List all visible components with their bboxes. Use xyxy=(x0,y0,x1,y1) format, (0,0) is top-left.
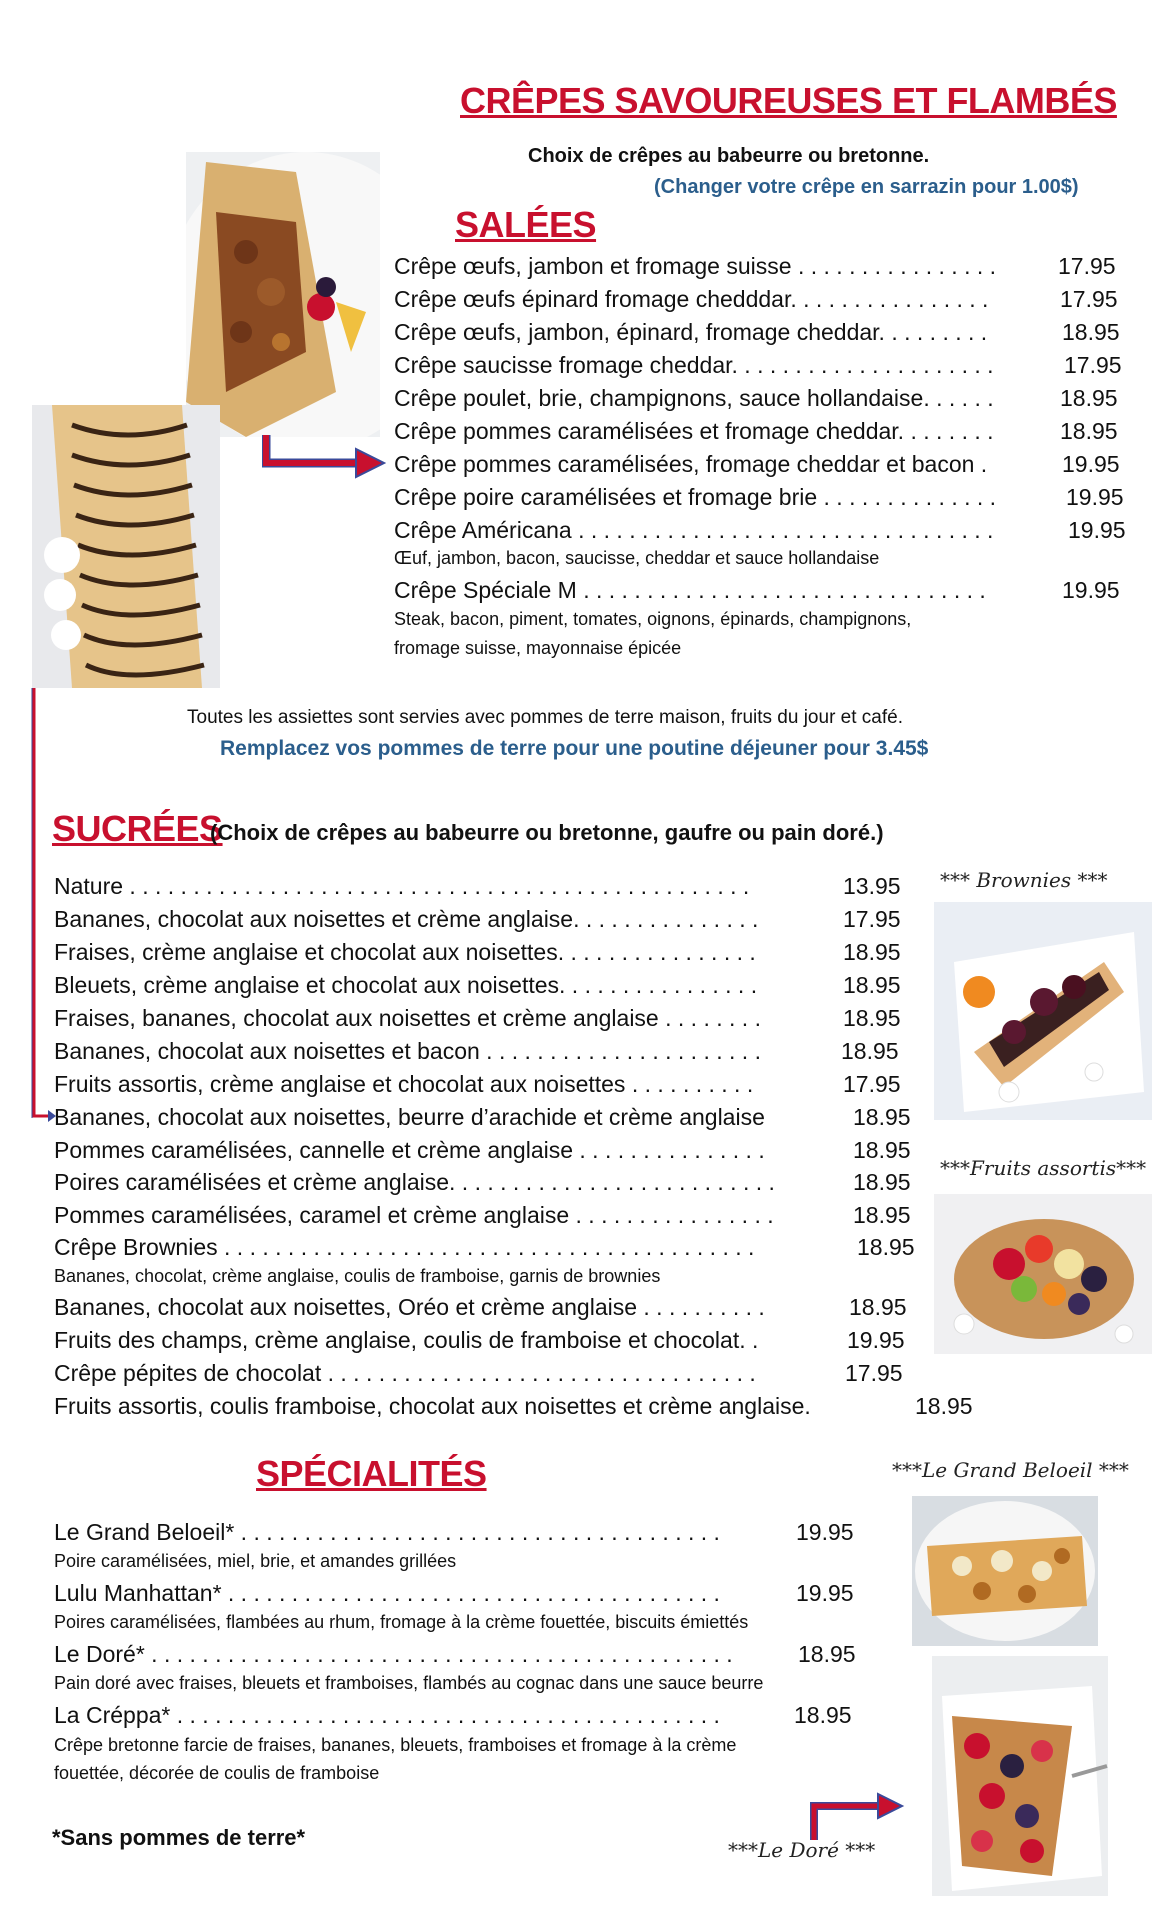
menu-item: Fruits des champs, crème anglaise, coulis de framboise et chocolat. . xyxy=(54,1327,759,1353)
menu-price: 18.95 xyxy=(794,1702,852,1728)
menu-price: 19.95 xyxy=(1066,484,1124,510)
menu-item: La Créppa* . . . . . . . . . . . . . . . . . . . . . . . . . . . . . . . . . . . . . . . . . . . xyxy=(54,1702,720,1728)
menu-item-description: Œuf, jambon, bacon, saucisse, cheddar et sauce hollandaise xyxy=(394,548,880,568)
menu-price: 18.95 xyxy=(843,1005,901,1031)
sucrees-title: SUCRÉES xyxy=(52,808,223,849)
fruits-waffle-photo xyxy=(934,1194,1152,1354)
menu-item: Crêpe Brownies . . . . . . . . . . . . . . . . . . . . . . . . . . . . . . . . . . . . . . . . . . xyxy=(54,1234,755,1260)
menu-price: 18.95 xyxy=(843,972,901,998)
menu-price: 18.95 xyxy=(1062,319,1120,345)
menu-price: 17.95 xyxy=(845,1360,903,1386)
menu-price: 18.95 xyxy=(841,1038,899,1064)
le-dore-photo xyxy=(932,1656,1108,1896)
menu-item-description: fouettée, décorée de coulis de framboise xyxy=(54,1763,380,1783)
menu-price: 18.95 xyxy=(853,1137,911,1163)
menu-item: Crêpe pépites de chocolat . . . . . . . . . . . . . . . . . . . . . . . . . . . . . . . . . . xyxy=(54,1360,756,1386)
menu-item: Crêpe Américana . . . . . . . . . . . . . . . . . . . . . . . . . . . . . . . . . xyxy=(394,517,994,543)
menu-item: Fraises, crème anglaise et chocolat aux noisettes. . . . . . . . . . . . . . . . xyxy=(54,939,756,965)
menu-price: 18.95 xyxy=(1060,385,1118,411)
footnote: *Sans pommes de terre* xyxy=(52,1825,306,1850)
menu-item: Nature . . . . . . . . . . . . . . . . . . . . . . . . . . . . . . . . . . . . . . . . . . . . . . . . . xyxy=(54,873,750,899)
page-title: CRÊPES SAVOUREUSES ET FLAMBÉS xyxy=(460,80,1117,121)
menu-price: 19.95 xyxy=(847,1327,905,1353)
menu-item: Crêpe pommes caramélisées et fromage cheddar. . . . . . . . xyxy=(394,418,994,444)
menu-item-description: Bananes, chocolat, crème anglaise, coulis de framboise, garnis de brownies xyxy=(54,1266,661,1286)
savory-crepe-photo xyxy=(186,152,380,437)
menu-price: 17.95 xyxy=(1064,352,1122,378)
menu-item: Crêpe saucisse fromage cheddar. . . . . . . . . . . . . . . . . . . . . xyxy=(394,352,994,378)
crepe-choice-text: Choix de crêpes au babeurre ou bretonne. xyxy=(528,145,930,167)
menu-price: 17.95 xyxy=(1058,253,1116,279)
menu-price: 17.95 xyxy=(843,906,901,932)
menu-price: 19.95 xyxy=(796,1519,854,1545)
menu-price: 13.95 xyxy=(843,873,901,899)
menu-item: Crêpe Spéciale M . . . . . . . . . . . . . . . . . . . . . . . . . . . . . . . . xyxy=(394,577,986,603)
menu-price: 18.95 xyxy=(853,1104,911,1130)
menu-price: 18.95 xyxy=(849,1294,907,1320)
grand-beloeil-photo xyxy=(912,1496,1098,1646)
specialites-title: SPÉCIALITÉS xyxy=(256,1453,487,1494)
menu-item-description: Pain doré avec fraises, bleuets et framboises, flambés au cognac dans une sauce beurre xyxy=(54,1673,764,1693)
menu-item: Pommes caramélisées, cannelle et crème anglaise . . . . . . . . . . . . . . . xyxy=(54,1137,765,1163)
sweet-crepe-photo xyxy=(32,405,220,688)
brownies-caption: *** Brownies *** xyxy=(940,868,1108,892)
le-dore-caption: ***Le Doré *** xyxy=(728,1838,876,1862)
menu-item-description: Poires caramélisées, flambées au rhum, fromage à la crème fouettée, biscuits émiettés xyxy=(54,1612,749,1632)
brownies-crepe-photo xyxy=(934,902,1152,1120)
grand-beloeil-caption: ***Le Grand Beloeil *** xyxy=(892,1458,1129,1482)
menu-item-description: fromage suisse, mayonnaise épicée xyxy=(394,638,682,658)
menu-item: Pommes caramélisées, caramel et crème anglaise . . . . . . . . . . . . . . . . xyxy=(54,1202,774,1228)
menu-item: Le Grand Beloeil* . . . . . . . . . . . . . . . . . . . . . . . . . . . . . . . . . . . . . . xyxy=(54,1519,720,1545)
menu-item: Le Doré* . . . . . . . . . . . . . . . . . . . . . . . . . . . . . . . . . . . . . . . . . . . . . . xyxy=(54,1641,733,1667)
menu-item: Fraises, bananes, chocolat aux noisettes et crème anglaise . . . . . . . . xyxy=(54,1005,761,1031)
menu-price: 19.95 xyxy=(1062,577,1120,603)
menu-price: 18.95 xyxy=(853,1202,911,1228)
menu-item: Lulu Manhattan* . . . . . . . . . . . . . . . . . . . . . . . . . . . . . . . . . . . . . . . xyxy=(54,1580,720,1606)
red-arrow-icon xyxy=(262,435,386,483)
menu-price: 18.95 xyxy=(798,1641,856,1667)
menu-item: Crêpe poire caramélisées et fromage brie . . . . . . . . . . . . . . xyxy=(394,484,997,510)
menu-price: 19.95 xyxy=(796,1580,854,1606)
menu-item: Fruits assortis, crème anglaise et chocolat aux noisettes . . . . . . . . . . xyxy=(54,1071,754,1097)
menu-item: Crêpe œufs épinard fromage chedddar. . . . . . . . . . . . . . . . xyxy=(394,286,989,312)
buckwheat-option-text: (Changer votre crêpe en sarrazin pour 1.00$) xyxy=(654,176,1079,198)
red-arrow-icon xyxy=(810,1792,906,1842)
menu-price: 18.95 xyxy=(915,1393,973,1419)
served-with-note: Toutes les assiettes sont servies avec pommes de terre maison, fruits du jour et café. xyxy=(187,707,903,728)
menu-price: 18.95 xyxy=(853,1169,911,1195)
menu-item-description: Steak, bacon, piment, tomates, oignons, épinards, champignons, xyxy=(394,609,912,629)
menu-price: 18.95 xyxy=(843,939,901,965)
menu-item: Crêpe pommes caramélisées, fromage cheddar et bacon . xyxy=(394,451,988,477)
menu-item: Crêpe poulet, brie, champignons, sauce hollandaise. . . . . . xyxy=(394,385,994,411)
menu-item-description: Crêpe bretonne farcie de fraises, bananes, bleuets, framboises et fromage à la crème xyxy=(54,1735,737,1755)
menu-item: Crêpe œufs, jambon et fromage suisse . . . . . . . . . . . . . . . . xyxy=(394,253,997,279)
fruits-caption: ***Fruits assortis*** xyxy=(940,1156,1147,1180)
menu-price: 17.95 xyxy=(843,1071,901,1097)
menu-item: Bananes, chocolat aux noisettes, beurre d’arachide et crème anglaise xyxy=(54,1104,765,1130)
menu-item-description: Poire caramélisées, miel, brie, et amandes grillées xyxy=(54,1551,457,1571)
menu-item: Poires caramélisées et crème anglaise. . . . . . . . . . . . . . . . . . . . . . . . . . xyxy=(54,1169,775,1195)
menu-price: 18.95 xyxy=(857,1234,915,1260)
menu-price: 19.95 xyxy=(1062,451,1120,477)
menu-item: Fruits assortis, coulis framboise, chocolat aux noisettes et crème anglaise. xyxy=(54,1393,811,1419)
menu-price: 18.95 xyxy=(1060,418,1118,444)
menu-price: 19.95 xyxy=(1068,517,1126,543)
menu-price: 17.95 xyxy=(1060,286,1118,312)
poutine-note: Remplacez vos pommes de terre pour une poutine déjeuner pour 3.45$ xyxy=(220,737,929,760)
menu-item: Bananes, chocolat aux noisettes et bacon . . . . . . . . . . . . . . . . . . . . . . xyxy=(54,1038,761,1064)
menu-item: Crêpe œufs, jambon, épinard, fromage cheddar. . . . . . . . . xyxy=(394,319,988,345)
salees-title: SALÉES xyxy=(455,204,597,245)
menu-item: Bananes, chocolat aux noisettes, Oréo et crème anglaise . . . . . . . . . . xyxy=(54,1294,765,1320)
sucrees-subtitle: (Choix de crêpes au babeurre ou bretonne, gaufre ou pain doré.) xyxy=(210,820,884,845)
menu-item: Bleuets, crème anglaise et chocolat aux noisettes. . . . . . . . . . . . . . . . xyxy=(54,972,758,998)
menu-item: Bananes, chocolat aux noisettes et crème anglaise. . . . . . . . . . . . . . . xyxy=(54,906,759,932)
